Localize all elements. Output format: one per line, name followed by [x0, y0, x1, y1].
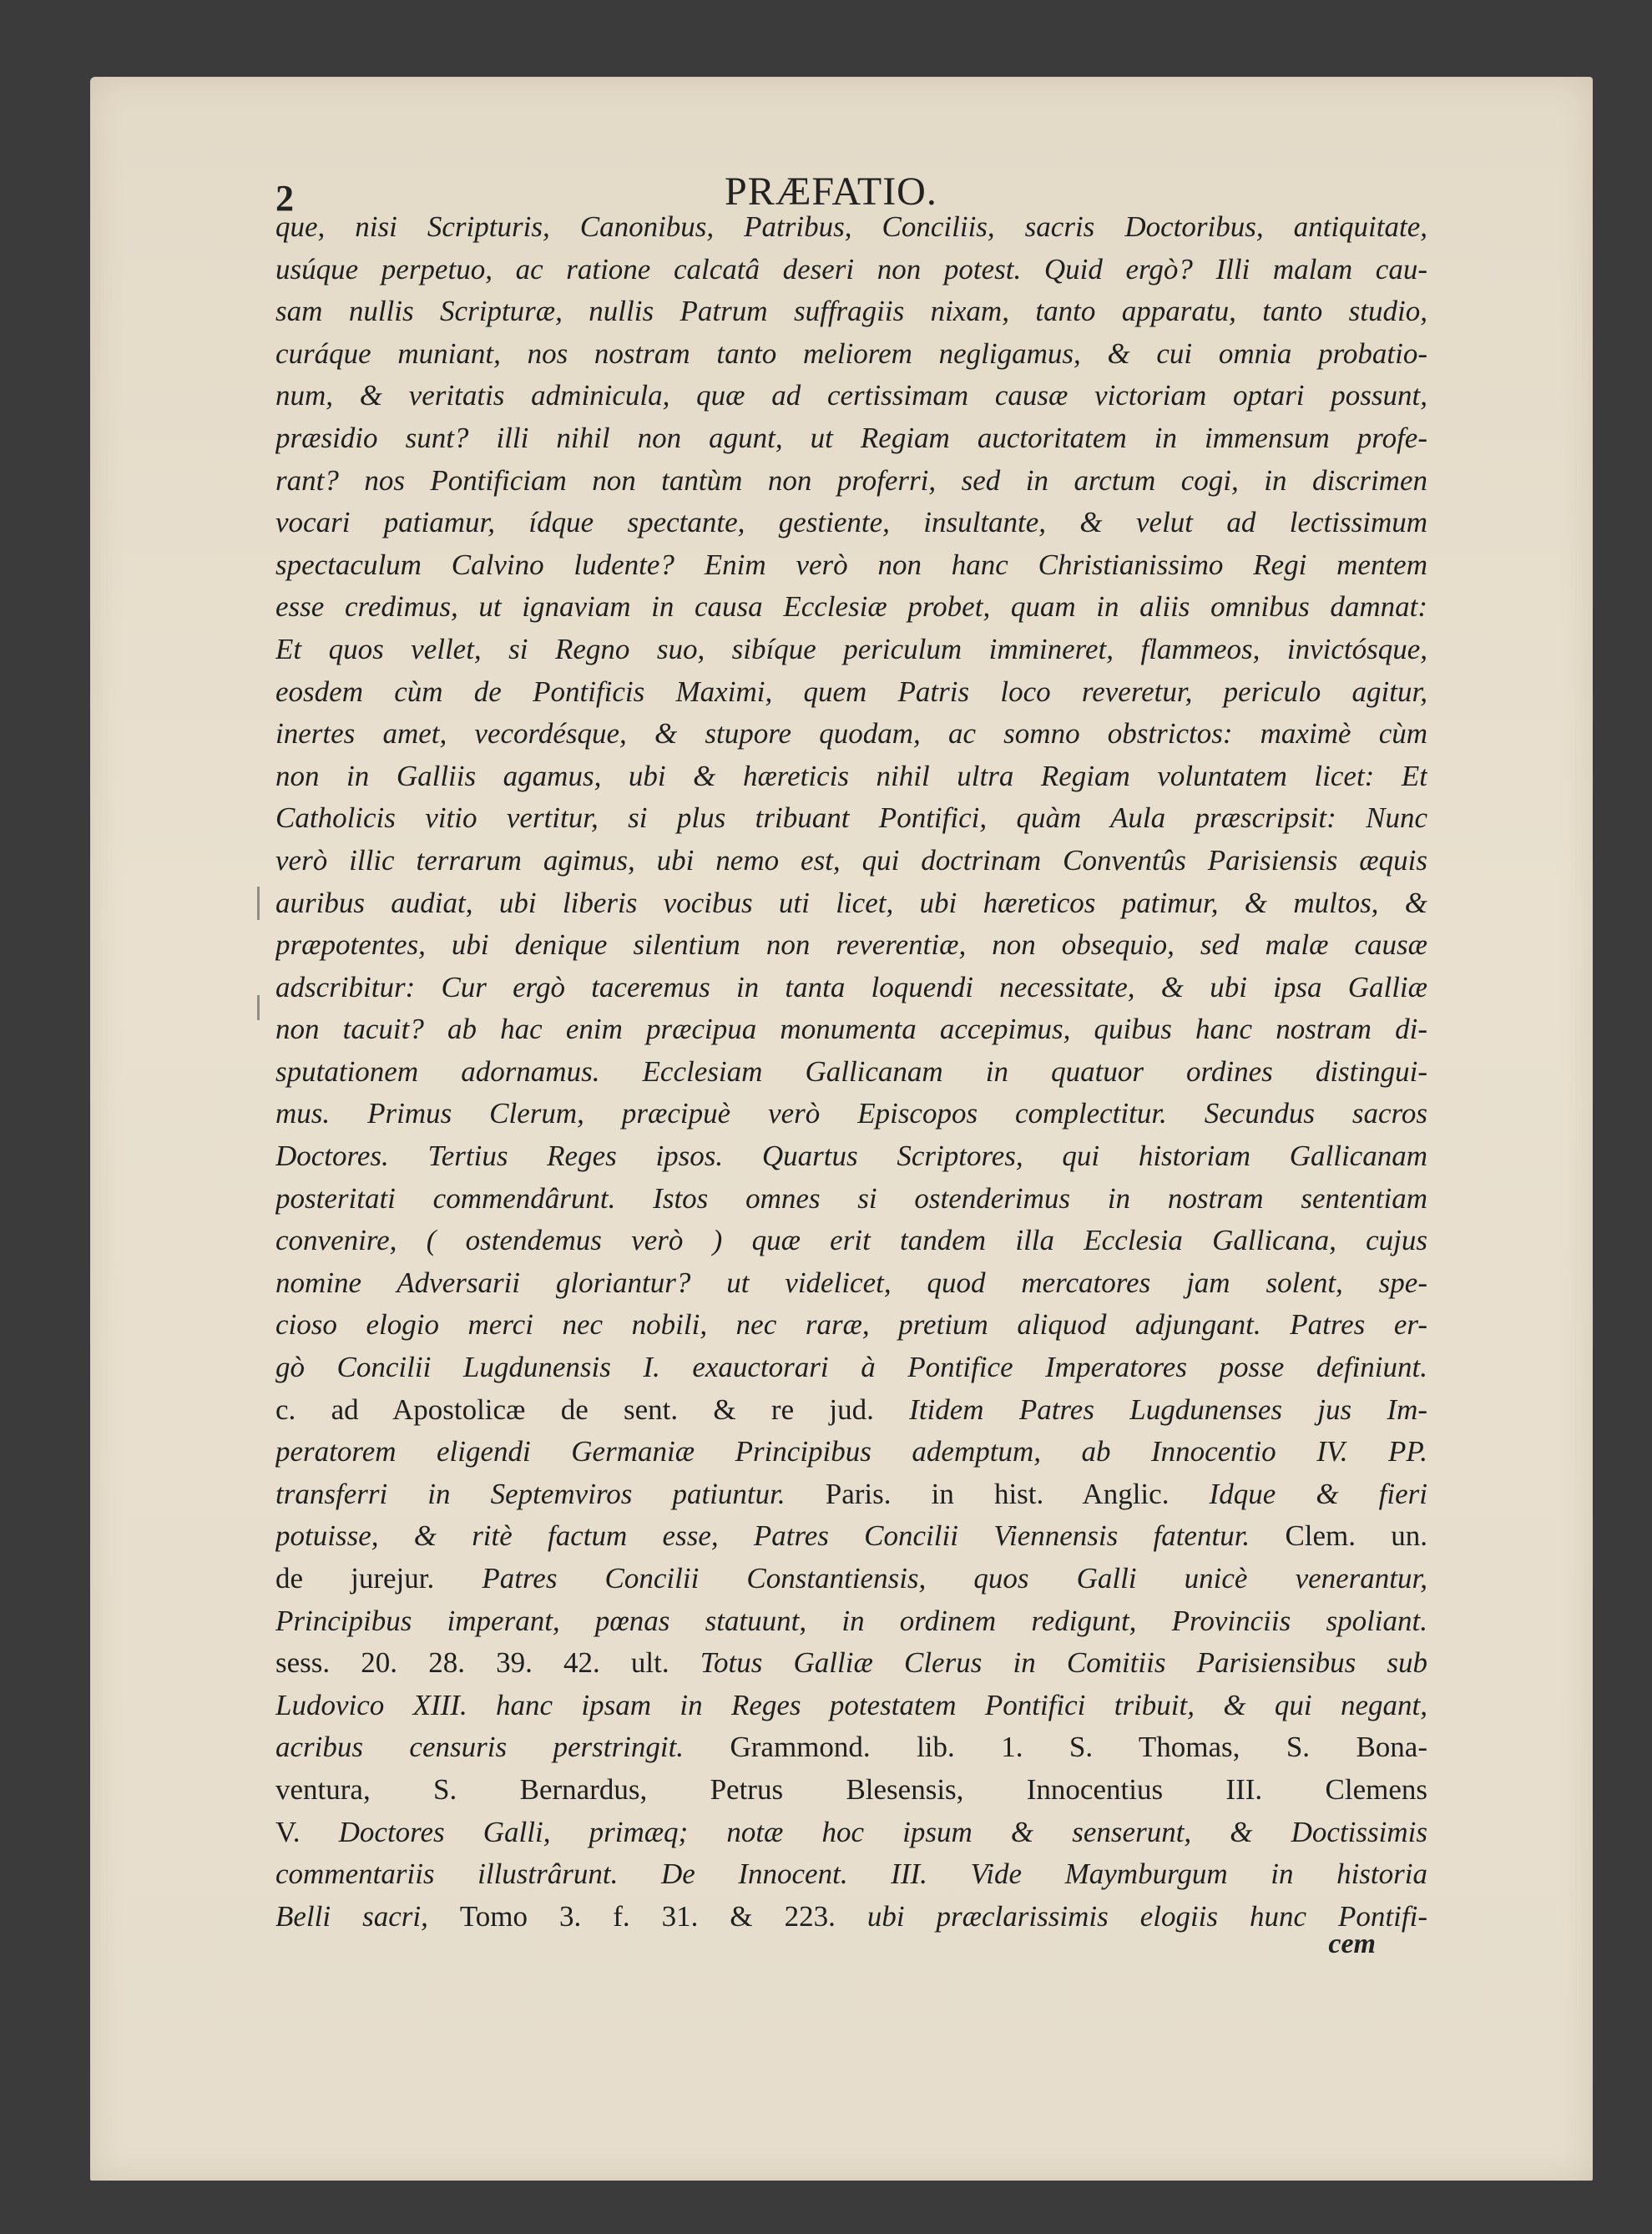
- text-line: [275, 760, 1427, 802]
- text-line: [275, 1731, 1427, 1773]
- text-line: [275, 1435, 1427, 1478]
- margin-mark: [257, 887, 260, 920]
- text-line: [275, 1562, 1427, 1605]
- italic-text: Totus Galliæ Clerus in Comitiis Parisiensibus sub: [700, 1646, 1427, 1680]
- italic-text: commentariis illustrârunt. De Innocent. III. Vide Maymburgum in historia: [275, 1857, 1427, 1891]
- italic-text: auribus audiat, ubi liberis vocibus uti licet, ubi hæreticos patimur, & multos, &: [275, 886, 1427, 919]
- body-text: [275, 210, 1427, 1942]
- roman-text: c. ad Apostolicæ de sent. & re jud.: [275, 1392, 910, 1426]
- text-line: [275, 506, 1427, 548]
- italic-text: acribus censuris perstringit.: [275, 1731, 730, 1764]
- text-line: [275, 1097, 1427, 1140]
- italic-text: curáque muniant, nos nostram tanto meliorem negligamus, & cui omnia probatio-: [275, 336, 1427, 370]
- text-line: [275, 210, 1427, 253]
- text-line: [275, 1140, 1427, 1182]
- text-line: [275, 1773, 1427, 1816]
- italic-text: rant? nos Pontificiam non tantùm non proferri, sed in arctum cogi, in discrimen: [275, 463, 1427, 497]
- italic-text: Belli sacri,: [275, 1899, 460, 1933]
- text-line: [275, 801, 1427, 844]
- text-line: [275, 844, 1427, 887]
- italic-text: Idque & fieri: [1209, 1477, 1427, 1510]
- text-line: [275, 675, 1427, 718]
- roman-text: Grammond. lib. 1. S. Thomas, S. Bona-: [730, 1731, 1427, 1764]
- italic-text: convenire, ( ostendemus verò ) quæ erit tandem illa Ecclesia Gallicana, cujus: [275, 1224, 1427, 1257]
- text-line: [275, 1857, 1427, 1900]
- text-line: [275, 590, 1427, 633]
- catchword: cem: [1328, 1928, 1376, 1959]
- text-line: [275, 1605, 1427, 1647]
- italic-text: mus. Primus Clerum, præcipuè verò Episcopos complectitur. Secundus sacros: [275, 1097, 1427, 1130]
- italic-text: gò Concilii Lugdunensis I. exauctorari à Pontifice Imperatores posse definiunt.: [275, 1351, 1427, 1384]
- italic-text: præpotentes, ubi denique silentium non reverentiæ, non obsequio, sed malæ causæ: [275, 928, 1427, 962]
- italic-text: posteritati commendârunt. Istos omnes si ostenderimus in nostram sententiam: [275, 1181, 1427, 1215]
- italic-text: nomine Adversarii gloriantur? ut videlicet, quod mercatores jam solent, spe-: [275, 1266, 1427, 1299]
- italic-text: Itidem Patres Lugdunenses jus Im-: [909, 1392, 1427, 1426]
- text-line: [275, 1816, 1427, 1858]
- text-line: [275, 1013, 1427, 1055]
- italic-text: num, & veritatis adminicula, quæ ad certissimam causæ victoriam optari possunt,: [275, 379, 1427, 412]
- text-line: [275, 1266, 1427, 1309]
- text-line: [275, 1519, 1427, 1562]
- italic-text: Principibus imperant, pœnas statuunt, in ordinem redigunt, Provinciis spoliant.: [275, 1604, 1427, 1637]
- text-line: [275, 1224, 1427, 1266]
- italic-text: potuisse, & ritè factum esse, Patres Concilii Viennensis fatentur.: [275, 1519, 1286, 1553]
- text-line: [275, 1308, 1427, 1351]
- italic-text: Patres Concilii Constantiensis, quos Galli unicè venerantur,: [482, 1562, 1427, 1595]
- roman-text: Tomo 3. f. 31. & 223.: [459, 1899, 867, 1933]
- text-line: [275, 1055, 1427, 1098]
- text-line: [275, 1182, 1427, 1225]
- text-line: [275, 1900, 1427, 1943]
- italic-text: cioso elogio merci nec nobili, nec raræ, pretium aliquod adjungant. Patres er-: [275, 1308, 1427, 1342]
- text-line: [275, 1351, 1427, 1393]
- text-line: [275, 717, 1427, 760]
- text-line: [275, 295, 1427, 337]
- text-line: [275, 1689, 1427, 1731]
- text-line: [275, 887, 1427, 929]
- roman-text: sess. 20. 28. 39. 42. ult.: [275, 1646, 700, 1680]
- text-line: [275, 253, 1427, 296]
- italic-text: peratorem eligendi Germaniæ Principibus ademptum, ab Innocentio IV. PP.: [275, 1435, 1427, 1468]
- roman-text: ventura, S. Bernardus, Petrus Blesensis, Innocentius III. Clemens: [275, 1772, 1427, 1806]
- italic-text: Et quos vellet, si Regno suo, sibíque periculum immineret, flammeos, invictósque,: [275, 632, 1427, 665]
- roman-text: Paris. in hist. Anglic.: [825, 1477, 1210, 1510]
- italic-text: transferri in Septemviros patiuntur.: [275, 1477, 826, 1510]
- italic-text: esse credimus, ut ignaviam in causa Ecclesiæ probet, quam in aliis omnibus damnat:: [275, 590, 1427, 624]
- italic-text: non tacuit? ab hac enim præcipua monumenta accepimus, quibus hanc nostram di-: [275, 1013, 1427, 1046]
- italic-text: inertes amet, vecordésque, & stupore quodam, ac somno obstrictos: maximè cùm: [275, 717, 1427, 751]
- roman-text: Clem. un.: [1285, 1519, 1427, 1553]
- italic-text: que, nisi Scripturis, Canonibus, Patribus, Conciliis, sacris Doctoribus, antiquitate,: [275, 210, 1427, 243]
- text-line: [275, 1478, 1427, 1520]
- text-line: [275, 548, 1427, 591]
- italic-text: non in Galliis agamus, ubi & hæreticis nihil ultra Regiam voluntatem licet: Et: [275, 759, 1427, 792]
- italic-text: Doctores Galli, primæq; notæ hoc ipsum & senserunt, & Doctissimis: [338, 1815, 1427, 1848]
- italic-text: sputationem adornamus. Ecclesiam Gallicanam in quatuor ordines distingui-: [275, 1054, 1427, 1088]
- text-line: [275, 928, 1427, 971]
- italic-text: Catholicis vitio vertitur, si plus tribuant Pontifici, quàm Aula præscripsit: Nunc: [275, 801, 1427, 835]
- italic-text: verò illic terrarum agimus, ubi nemo est, qui doctrinam Conventûs Parisiensis æquis: [275, 843, 1427, 877]
- text-line: [275, 379, 1427, 422]
- italic-text: eosdem cùm de Pontificis Maximi, quem Patris loco reveretur, periculo agitur,: [275, 675, 1427, 708]
- italic-text: adscribitur: Cur ergò taceremus in tanta loquendi necessitate, & ubi ipsa Galliæ: [275, 970, 1427, 1003]
- page-number: 2: [275, 178, 294, 219]
- italic-text: spectaculum Calvino ludente? Enim verò non hanc Christianissimo Regi mentem: [275, 548, 1427, 581]
- book-page: [90, 77, 1593, 2181]
- text-line: [275, 422, 1427, 464]
- text-line: [275, 633, 1427, 675]
- text-line: [275, 1393, 1427, 1436]
- italic-text: vocari patiamur, ídque spectante, gestiente, insultante, & velut ad lectissimum: [275, 506, 1427, 539]
- italic-text: Doctores. Tertius Reges ipsos. Quartus Scriptores, qui historiam Gallicanam: [275, 1140, 1427, 1173]
- roman-text: V.: [275, 1815, 339, 1848]
- italic-text: præsidio sunt? illi nihil non agunt, ut Regiam auctoritatem in immensum profe-: [275, 421, 1427, 454]
- italic-text: sam nullis Scripturæ, nullis Patrum suffragiis nixam, tanto apparatu, tanto studio,: [275, 295, 1427, 328]
- running-title: PRÆFATIO.: [725, 169, 937, 214]
- italic-text: usúque perpetuo, ac ratione calcatâ deseri non potest. Quid ergò? Illi malam cau-: [275, 252, 1427, 286]
- margin-mark: [257, 995, 260, 1020]
- roman-text: de jurejur.: [275, 1562, 482, 1595]
- text-line: [275, 1646, 1427, 1689]
- text-line: [275, 971, 1427, 1013]
- italic-text: ubi præclarissimis elogiis hunc Pontifi-: [866, 1899, 1427, 1933]
- text-line: [275, 337, 1427, 380]
- text-line: [275, 464, 1427, 507]
- italic-text: Ludovico XIII. hanc ipsam in Reges potestatem Pontifici tribuit, & qui negant,: [275, 1688, 1427, 1721]
